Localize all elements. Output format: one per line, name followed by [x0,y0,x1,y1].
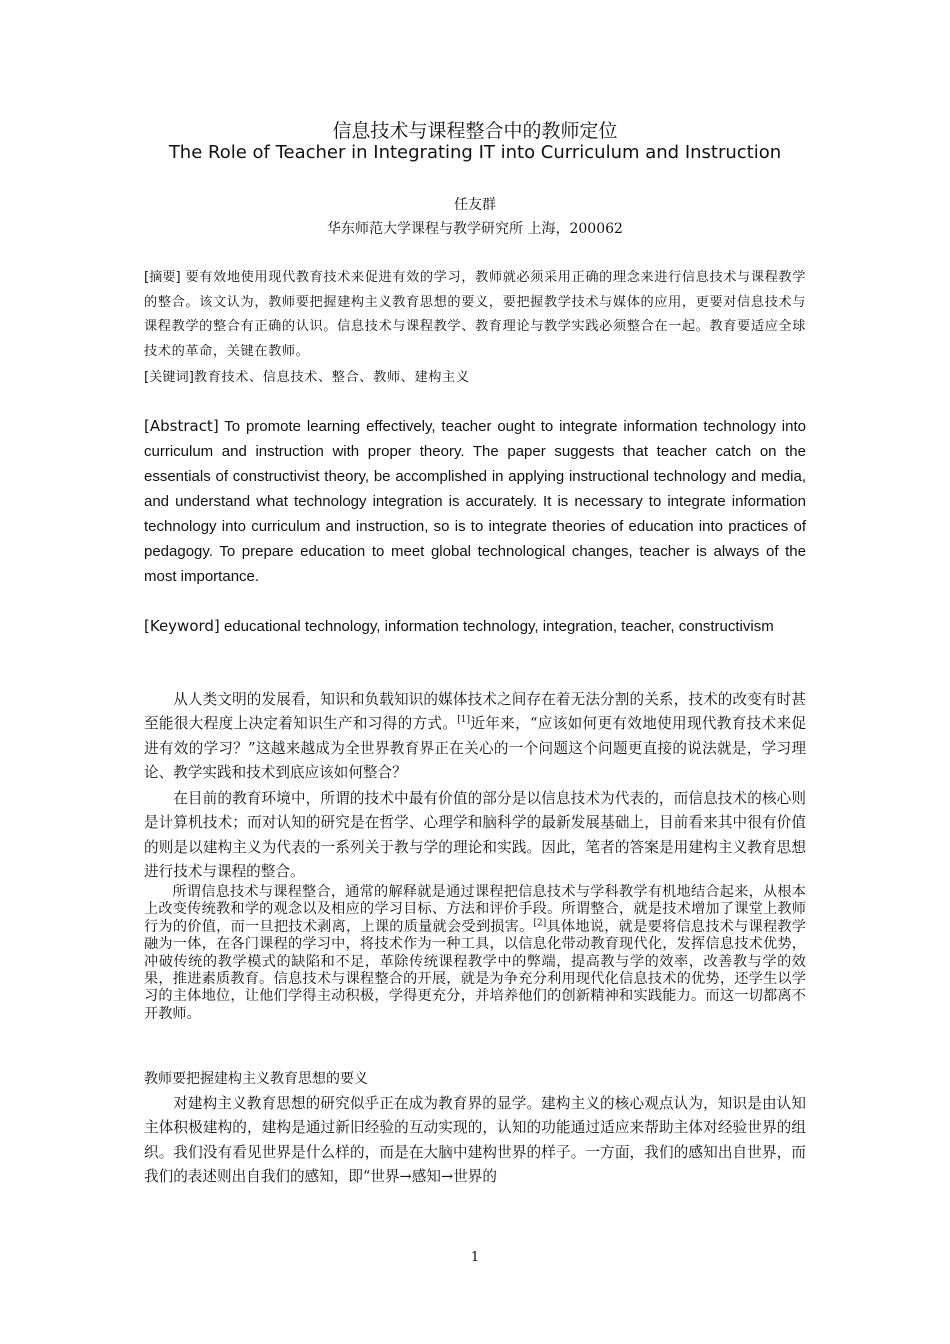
citation-ref-2: [2] [533,918,547,929]
abstract-english-label: [Abstract] [144,417,219,435]
keywords-chinese-text: 教育技术、信息技术、整合、教师、建构主义 [193,370,470,385]
abstract-chinese-label: [摘要] [144,270,181,285]
author-name: 任友群 [454,197,496,213]
body-paragraph-3 [144,884,806,1023]
citation-ref-1: [1] [457,715,471,726]
paragraph-3-text-b: 具体地说，就是要将信息技术与课程教学融为一体，在各门课程的学习中，将技术作为一种工具，以信息化带动教育现代化，发挥信息技术优势，冲破传统的教学模式的缺陷和不足，革除传统课程教学中的弊端，提高教与学的效率，改善教与学的效果，推进素质教育。信息技术与课程整合的开展，就是为争充分利用现代化信息技术的优势，还学生以学习的主体地位，让他们学得主动积极，学得更充分，并培养他们的创新精神和实践能力。而这一切都离不开教师。 [144,918,806,1022]
keywords-english-label: [Keyword] [144,617,220,635]
section-heading-1: 教师要把握建构主义教育思想的要义 [144,1071,368,1087]
page-number: 1 [470,1250,480,1265]
paragraph-2-text: 在目前的教育环境中，所谓的技术中最有价值的部分是以信息技术为代表的，而信息技术的核心则是计算机技术；而对认知的研究是在哲学、心理学和脑科学的最新发展基础上，目前看来其中很有价值的则是以建构主义为代表的一系列关于教与学的理论和实践。因此，笔者的答案是用建构主义教育思想进行技术与课程的整合。 [144,790,806,881]
body-paragraph-2 [144,787,806,885]
body-paragraph-4 [144,1092,806,1190]
paragraph-1-text-a: 从人类文明的发展看，知识和负载知识的媒体技术之间存在着无法分割的关系，技术的改变有时甚至能很大程度上决定着知识生产和习得的方式。 [144,691,806,733]
keywords-chinese [144,366,806,390]
author-affiliation: 华东师范大学课程与教学研究所 上海，200062 [327,221,623,237]
paper-title-chinese: 信息技术与课程整合中的教师定位 [332,120,618,142]
keywords-english [144,614,806,639]
keywords-english-text: educational technology, information technology, integration, teacher, constructivism [219,618,774,635]
body-paragraph-1 [144,688,806,786]
abstract-english [144,414,806,589]
abstract-english-text: To promote learning effectively, teacher ought to integrate information technology into curriculum and instruction with proper theory. The paper suggests that teacher catch on the essentials of constructivist theory, be accomplished in applying instructional technology and media, and understand what technology integration is accurately. It is necessary to integrate information technology into curriculum and instruction, so is to integrate theories of education into practices of pedagogy. To prepare education to meet global technological changes, teacher is always of the most importance. [144,418,806,585]
abstract-chinese-text: 要有效地使用现代教育技术来促进有效的学习，教师就必须采用正确的理念来进行信息技术与课程教学的整合。该文认为，教师要把握建构主义教育思想的要义，要把握教学技术与媒体的应用，更要对信息技术与课程教学的整合有正确的认识。信息技术与课程教学、教育理论与教学实践必须整合在一起。教育要适应全球技术的革命，关键在教师。 [144,270,806,359]
paragraph-4-text: 对建构主义教育思想的研究似乎正在成为教育界的显学。建构主义的核心观点认为，知识是由认知主体积极建构的，建构是通过新旧经验的互动实现的，认知的功能通过适应来帮助主体对经验世界的组织。我们没有看见世界是什么样的，而是在大脑中建构世界的样子。一方面，我们的感知出自世界，而我们的表述则出自我们的感知，即“世界→感知→世界的 [144,1095,806,1186]
paragraph-1-text-b: 近年来，“应该如何更有效地使用现代教育技术来促进有效的学习？”这越来越成为全世界教育界正在关心的一个问题这个问题更直接的说法就是，学习理论、教学实践和技术到底应该如何整合？ [144,715,806,782]
paragraph-3-text-a: 所谓信息技术与课程整合，通常的解释就是通过课程把信息技术与学科教学有机地结合起来，从根本上改变传统教和学的观念以及相应的学习目标、方法和评价手段。所谓整合，就是技术增加了课堂上教师行为的价值，而一旦把技术剥离，上课的质量就会受到损害。 [144,884,806,935]
paper-title-english: The Role of Teacher in Integrating IT into Curriculum and Instruction [168,142,782,163]
abstract-chinese [144,266,806,364]
keywords-chinese-label: [关键词] [144,370,194,385]
